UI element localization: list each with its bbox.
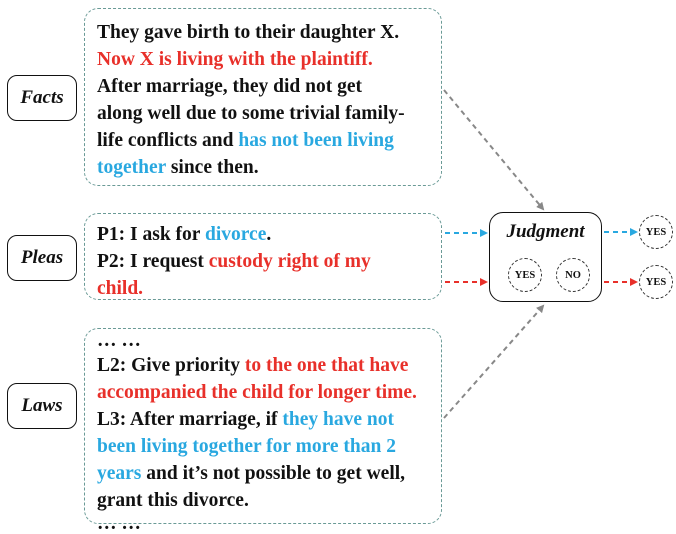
- pleas-line-2-b: custody right of my: [208, 251, 371, 272]
- laws-line-l2-a: L2: Give priority: [97, 355, 245, 376]
- facts-label-text: Facts: [20, 87, 64, 108]
- pleas-line-3: child.: [97, 278, 144, 299]
- laws-line-l3-a: L3: After marriage, if: [97, 409, 283, 430]
- laws-line-l3-b: they have not: [282, 409, 394, 430]
- pleas-line-1-c: .: [266, 224, 272, 245]
- judgment-no-text: NO: [565, 269, 581, 281]
- laws-line-l3-c: been living together for more than 2: [97, 436, 396, 457]
- laws-line-l2-c: accompanied the child for longer time.: [97, 382, 417, 403]
- output-yes-bottom-text: YES: [645, 276, 667, 288]
- facts-line-6-b: since then.: [165, 157, 259, 178]
- facts-line-6-a: together: [97, 157, 166, 178]
- laws-line-l3-f: grant this divorce.: [97, 490, 249, 511]
- output-yes-top-text: YES: [645, 226, 667, 238]
- laws-line-l2-b: to the one that have: [244, 355, 409, 376]
- laws-ellipsis-top: … …: [97, 330, 141, 351]
- laws-label-text: Laws: [21, 395, 63, 416]
- laws-line-l3-d-a: years: [97, 463, 142, 484]
- facts-line-5-b: has not been living: [238, 130, 394, 151]
- arrow-facts-to-judgment: [444, 90, 543, 209]
- pleas-line-2-a: P2: I request: [97, 251, 209, 272]
- pleas-label-text: Pleas: [20, 247, 64, 268]
- laws-line-l3-d-b: and it’s not possible to get well,: [141, 463, 406, 484]
- facts-line-2: Now X is living with the plaintiff.: [97, 49, 373, 70]
- judgment-title: Judgment: [506, 221, 585, 242]
- facts-line-4: along well due to some trivial family-: [97, 103, 405, 124]
- facts-line-5-a: life conflicts and: [97, 130, 239, 151]
- arrow-laws-to-judgment: [444, 306, 543, 418]
- judgment-yes-text: YES: [514, 269, 536, 281]
- facts-line-3: After marriage, they did not get: [97, 76, 362, 97]
- pleas-line-1-b: divorce: [204, 224, 267, 245]
- pleas-line-1-a: P1: I ask for: [97, 224, 205, 245]
- laws-ellipsis-bottom: … …: [97, 513, 141, 534]
- facts-line-1: They gave birth to their daughter X.: [97, 22, 400, 43]
